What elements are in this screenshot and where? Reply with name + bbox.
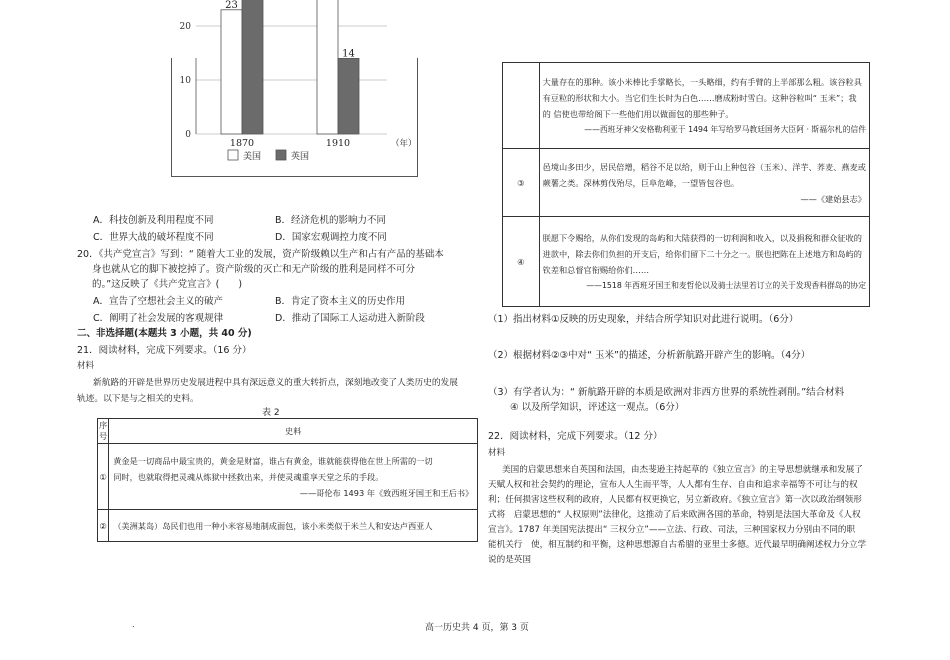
source-line: 大量存在的那种。该小米棒比手掌略长，一头略细，约有手臂的上半部那么粗。该谷粒具 (542, 76, 862, 87)
source-cell (109, 510, 478, 542)
y-tick-label: 20 (179, 22, 191, 32)
data-label: 23 (225, 0, 238, 11)
table-caption: 表 2 (262, 408, 280, 418)
source-citation: ——1518 年西班牙国王和麦哲伦以及骑士法里若订立的关于发现香料群岛的协定 (586, 280, 866, 290)
material-line: 式将 启蒙思想的“ 人权原则”法律化，这推动了后来欧洲各国的革命，特别是法国大革命及《人权 (488, 510, 861, 520)
q21-sub3-line1: （3）有学者认为：“ 新航路开辟的本质是欧洲对非西方世界的系统性剥削。”结合材料 (488, 387, 845, 398)
bar-美国-1870 (221, 10, 242, 134)
q20-stem-line2: 身也就从它的脚下被挖掉了。资产阶级的灭亡和无产阶级的胜利是同样不可分 (92, 264, 416, 275)
source-line: 的 信使也带给阁下一些他们用以做面包的那些种子。 (542, 108, 734, 119)
table-row (503, 149, 870, 217)
q21-sub2: （2）根据材料②③中对“ 玉米”的描述，分析新航路开辟产生的影响。（4分） (488, 350, 811, 361)
source-line: 进款中，除去你们负担的开支后，给你们留下二十分之一。朕也把陈在上述地方和岛屿的 (542, 248, 862, 259)
material-line: 天赋人权和社会契约的理论，宣布人人生而平等，人人都有生存、自由和追求幸福等不可让与的权 (488, 480, 858, 490)
q21-sub3-line2: ④ 以及所学知识，评述这一观点。（6分） (510, 402, 685, 413)
row-number: ① (98, 444, 109, 510)
q20-option-c: C．阐明了社会发展的客观规律 (93, 313, 224, 324)
table-row (98, 444, 478, 510)
source-cell (109, 444, 478, 510)
q20-stem-line3: 的。”这反映了《共产党宣言》( ) (92, 279, 243, 290)
q21-material-label: 材料 (77, 361, 95, 371)
q19-option-c: C．世界大战的破坏程度不同 (93, 232, 214, 243)
sources-table-continued (502, 62, 870, 307)
q22-material-text (488, 463, 888, 568)
row-number: ② (98, 510, 109, 542)
material-line: 说的是英国 (488, 555, 531, 565)
footer-dot: . (132, 620, 135, 629)
q21-sub1: （1）指出材料①反映的历史现象，并结合所学知识对此进行说明。（6分） (488, 314, 799, 325)
y-tick-label: 0 (185, 130, 191, 140)
bar-英国-1870 (242, 0, 263, 134)
source-citation: ——西班牙神父安格勒利亚于 1494 年写给罗马教廷国务大臣阿 · 斯福尔札的信件 (584, 124, 866, 134)
source-line: 同时，也就取得把灵魂从炼狱中拯救出来，并使灵魂重享天堂之乐的手段。 (113, 471, 384, 482)
x-tick-label: 1910 (325, 138, 351, 149)
q20-stem-line1: 20．《共产党宣言》写到：“ 随着大工业的发展，资产阶级赖以生产和占有产品的基础本 (77, 249, 444, 260)
source-cell (539, 149, 869, 217)
legend-swatch-美国 (228, 150, 238, 160)
section-heading: 二、非选择题(本题共 3 小题，共 40 分) (77, 328, 252, 339)
bar-chart (172, 0, 417, 176)
q19-option-b: B．经济危机的影响力不同 (275, 215, 387, 226)
material-line: 能机关行 使，相互制约和平衡，这种思想源自古希腊的亚里士多德。近代最早明确阐述权力分立学 (488, 540, 867, 550)
source-citation: ——哥伦布 1493 年《致西班牙国王和王后书》 (299, 487, 474, 498)
sources-table (97, 418, 478, 542)
q21-intro-line1: 新航路的开辟是世界历史发展进程中具有深远意义的重大转折点，深刻地改变了人类历史的发展 (93, 378, 458, 388)
source-cell (539, 217, 869, 307)
table-row (503, 63, 870, 149)
row-number: ③ (503, 149, 540, 217)
q22-title: 22．阅读材料，完成下列要求。（12 分） (488, 431, 663, 442)
table-header-num: 序号 (98, 419, 109, 444)
q19-option-d: D．国家宏观调控力度不同 (275, 232, 387, 243)
material-line: 美国的启蒙思想来自英国和法国，由杰斐逊主持起草的《独立宣言》的主导思想就继承和发展了 (502, 465, 863, 475)
material-line: 宣言》。1787 年美国宪法提出“ 三权分立”——立法、行政、司法，三种国家权力分别由不同的职 (488, 525, 856, 535)
q19-option-a: A．科技创新及利用程度不同 (93, 215, 214, 226)
source-line: （美洲某岛）岛民们也用一种小米容易地制成面包，该小米类似于米兰人和安达卢西亚人 (113, 520, 433, 531)
q20-option-a: A．宣告了空想社会主义的破产 (93, 296, 223, 307)
source-cell (539, 63, 869, 149)
bar-英国-1910 (338, 58, 359, 134)
legend-swatch-英国 (276, 150, 286, 160)
source-line: 钦差和总督官衔赐给你们…… (542, 264, 650, 275)
table-header-content: 史料 (109, 419, 478, 444)
bar-美国-1910 (317, 0, 338, 134)
source-line: 邑境山多田少，居民倍增，稻谷不足以给，则于山上种包谷（玉米）、洋芋、荞麦、燕麦或 (542, 161, 866, 172)
x-axis-label: （年） (391, 139, 417, 149)
bar-chart-frame (171, 0, 418, 177)
material-line: 利；任何损害这些权利的政府，人民都有权更换它，另立新政府。《独立宣言》第一次以政治纲领形 (488, 495, 862, 505)
source-line: 有豆粒的形状和大小。当它们生长时为白色……磨成粉时雪白。这种谷粒叫“ 玉米”；我 (542, 92, 857, 103)
q21-title: 21．阅读材料，完成下列要求。（16 分） (77, 345, 252, 356)
table-header-row (98, 419, 478, 444)
source-line: 朕愿下令赐给，从你们发现的岛屿和大陆获得的一切利润和收入，以及捐税和群众征收的 (542, 232, 862, 243)
table-row (503, 217, 870, 307)
row-number: ④ (503, 217, 540, 307)
q22-material-label: 材料 (488, 448, 506, 458)
source-line: 黄金是一切商品中最宝贵的，黄金是财富，谁占有黄金，谁就能获得他在世上所需的一切 (113, 455, 433, 466)
row-number (503, 63, 540, 149)
legend-label: 美国 (243, 152, 262, 162)
table-row (98, 510, 478, 542)
q21-intro-line2: 轨迹。以下是与之相关的史料。 (77, 394, 199, 404)
source-line: 蕨薯之类。深林剪伐殆尽，巨阜危峰，一望皆包谷也。 (542, 177, 740, 188)
q20-option-b: B．肯定了资本主义的历史作用 (275, 296, 406, 307)
legend-label: 英国 (291, 152, 310, 162)
y-tick-label: 10 (179, 76, 191, 86)
page-footer: 高一历史共 4 页，第 3 页 (425, 623, 529, 633)
data-label: 14 (342, 48, 355, 60)
source-citation: ——《建始县志》 (800, 193, 866, 204)
q20-option-d: D．推动了国际工人运动进入新阶段 (275, 313, 425, 324)
x-tick-label: 1870 (229, 138, 255, 149)
